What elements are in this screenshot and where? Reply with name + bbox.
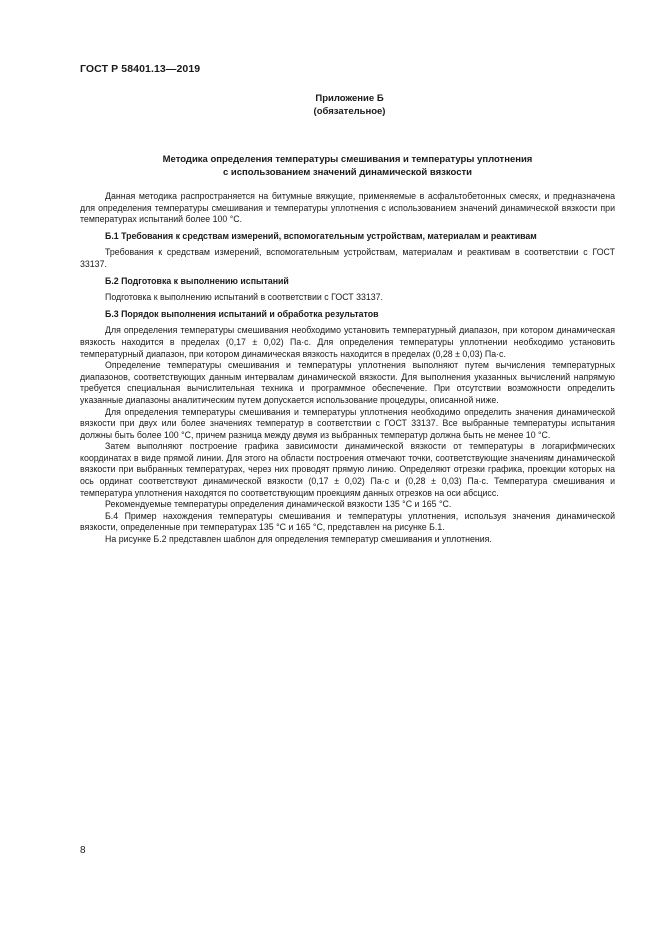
section-b1-heading: Б.1 Требования к средствам измерений, вспомогательным устройствам, материалам и реактивам xyxy=(105,230,537,241)
figure-reference-paragraph: На рисунке Б.2 представлен шаблон для определения температур смешивания и уплотнения. xyxy=(105,534,492,545)
title-line-1: Методика определения температуры смешивания и температуры уплотнения xyxy=(162,154,533,165)
section-b3-paragraph-3: Для определения температуры смешивания и температуры уплотнения необходимо определить значения динамической вязкости при двух или более значениях температур в соответствии с ГОСТ 33137. Все выбранные температуры испытания должны быть более 100 °С, причем разница между двумя из выбранных температур должна быть не менее 10 °С. xyxy=(80,406,615,440)
document-body xyxy=(80,191,615,546)
section-b3-paragraph-2: Определение температуры смешивания и температуры уплотнения выполняют путем вычисления температурных диапазонов, соответствующих данным интервалам динамической вязкости. Для выполнения указанных вычислений напрямую требуется специальная вычислительная техника и программное обеспечение. При отсутствии возможности определить указанные диапазоны аналитическим путем допускается использование процедуры, описанной ниже. xyxy=(80,360,615,405)
section-b4-paragraph: Б.4 Пример нахождения температуры смешивания и температуры уплотнения, используя значения динамической вязкости, определенные при температурах 135 °С и 165 °С, представлен на рисунке Б.1. xyxy=(80,510,615,533)
section-b3-heading: Б.3 Порядок выполнения испытаний и обработка результатов xyxy=(105,308,379,319)
section-b3-paragraph-4: Затем выполняют построение графика зависимости динамической вязкости от температуры в логарифмических координатах в виде прямой линии. Для этого на области построения отмечают точки, соответствующие значениям динамической вязкости при выбранных температурах, через них проводят прямую линию. Определяют отрезки графика, проекции которых на ось ординат соответствуют динамической вязкости (0,17 ± 0,02) Па·с и (0,28 ± 0,03) Па·с. Температура смешивания и температура уплотнения находятся по соответствующим проекциям данных отрезков на оси абсцисс. xyxy=(80,441,615,498)
intro-paragraph: Данная методика распространяется на битумные вяжущие, применяемые в асфальтобетонных смесях, и предназначена для определения температуры смешивания и температуры уплотнения с использованием значений динамической вязкости при температурах испытаний более 100 °С. xyxy=(80,191,615,225)
appendix-status: (обязательное) xyxy=(313,106,386,117)
page-number: 8 xyxy=(80,845,86,856)
appendix-caption xyxy=(0,92,661,118)
title-line-2: с использованием значений динамической вязкости xyxy=(223,167,472,178)
section-b2-text: Подготовка к выполнению испытаний в соответствии с ГОСТ 33137. xyxy=(105,292,383,303)
document-number: ГОСТ Р 58401.13—2019 xyxy=(80,63,201,75)
section-b3-paragraph-1: Для определения температуры смешивания необходимо установить температурный диапазон, при котором динамическая вязкость находится в пределах (0,17 ± 0,02) Па·с. Для определения температуры уплотнении необходимо установить температурный диапазон, при котором динамическая вязкость находится в пределах (0,28 ± 0,03) Па·с. xyxy=(80,325,615,359)
section-b3-paragraph-5: Рекомендуемые температуры определения динамической вязкости 135 °С и 165 °С. xyxy=(105,499,452,510)
section-b1-text: Требования к средствам измерений, вспомогательным устройствам, материалам и реактивам в соответствии с ГОСТ 33137. xyxy=(80,247,615,269)
appendix-title xyxy=(80,153,615,179)
section-b2-heading: Б.2 Подготовка к выполнению испытаний xyxy=(105,275,289,286)
appendix-label: Приложение Б xyxy=(315,93,384,104)
